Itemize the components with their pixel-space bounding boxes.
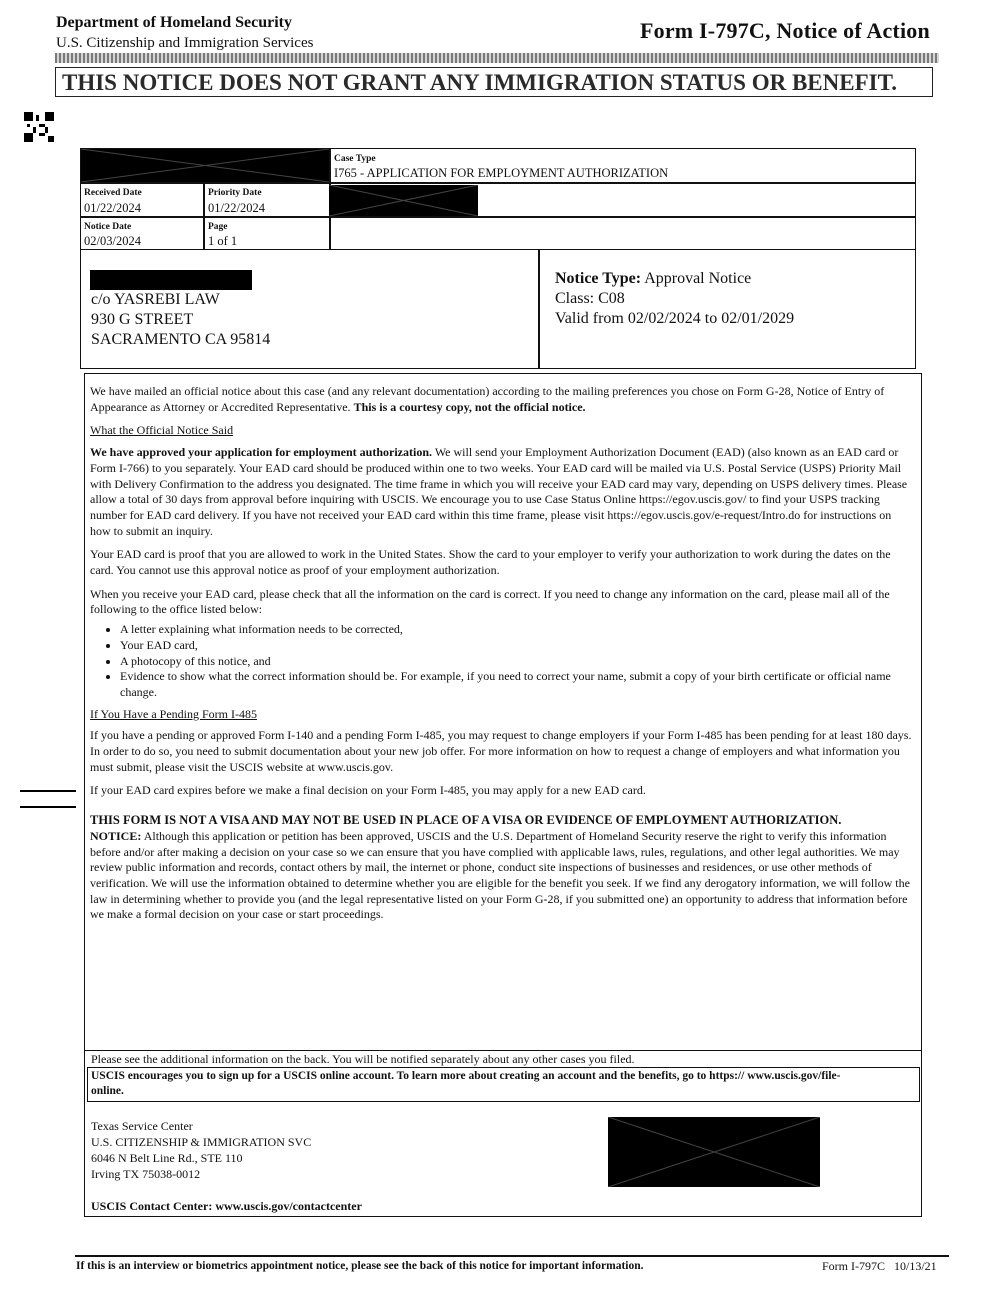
paragraph-ead-expires: If your EAD card expires before we make a final decision on your Form I-485, you may apply for a new EAD card.	[90, 783, 646, 798]
page-value: 1 of 1	[208, 234, 238, 248]
office-name: Texas Service Center	[91, 1119, 193, 1133]
paragraph-mailed-notice: We have mailed an official notice about this case (and any relevant documentation) according to the mailing preferences you chose on Form G-28, Notice of Entry of Appearance as Attorney or Accredited Representative. This is a courtesy copy, not the official notice.	[90, 384, 885, 414]
paragraph-not-a-visa: THIS FORM IS NOT A VISA AND MAY NOT BE USED IN PLACE OF A VISA OR EVIDENCE OF EMPLOYMENT AUTHORIZATION.	[90, 813, 842, 828]
address-line-1: c/o YASREBI LAW	[91, 291, 220, 308]
redacted-receipt-number	[81, 149, 329, 182]
redacted-name	[90, 270, 252, 290]
priority-date-value: 01/22/2024	[208, 201, 265, 215]
received-date-label: Received Date	[84, 188, 142, 198]
heading-official-notice: What the Official Notice Said	[90, 423, 234, 438]
list-item: • A photocopy of this notice, and	[120, 654, 912, 670]
received-date-value: 01/22/2024	[84, 201, 141, 215]
paragraph-approval: We have approved your application for employment authorization. We will send your Employment Authorization Document (EAD) (also known as an EAD card or Form I-766) to you separately. Your EAD card should be produced within one to two weeks. Your EAD card will be mailed via U.S. Postal Service (USPS) Priority Mail with Delivery Confirmation to the address you designated. The time frame in which you will receive your EAD card may vary, depending on USPS delivery times. Please allow a total of 30 days from approval before inquiring with USCIS. We encourage you to use Case Status Online https://egov.uscis.gov/ to find your USPS tracking number for EAD card delivery. If you have not received your EAD card within this time frame, please visit https://egov.uscis.gov/e-request/Intro.do for instructions on how to submit an inquiry.	[90, 445, 908, 538]
notice-valid-dates: Valid from 02/02/2024 to 02/01/2029	[555, 310, 795, 327]
address-line-2: 930 G STREET	[91, 311, 194, 328]
form-title: Form I-797C, Notice of Action	[640, 18, 930, 43]
footer-form-id: Form I-797C 10/13/21	[822, 1259, 937, 1273]
page-label: Page	[208, 222, 228, 232]
notice-date-label: Notice Date	[84, 222, 132, 232]
footer-note: If this is an interview or biometrics appointment notice, please see the back of this notice for important information.	[76, 1260, 644, 1272]
contact-center: USCIS Contact Center: www.uscis.gov/contactcenter	[91, 1199, 362, 1213]
notice-type-label: Notice Type:	[555, 270, 642, 287]
case-type-value: I765 - APPLICATION FOR EMPLOYMENT AUTHORIZATION	[334, 166, 669, 180]
office-agency: U.S. CITIZENSHIP & IMMIGRATION SVC	[91, 1135, 312, 1149]
notice-class: Class: C08	[555, 290, 625, 307]
notice-type	[555, 269, 751, 289]
heading-pending-i485: If You Have a Pending Form I-485	[90, 706, 257, 721]
list-item: • Evidence to show what the correct information should be. For example, if you need to correct your name, submit a copy of your birth certificate or official name change.	[120, 669, 912, 700]
paragraph-check-card: When you receive your EAD card, please check that all the information on the card is correct. If you need to change any information on the card, please mail all of the following to the office listed below:	[90, 586, 890, 617]
margin-mark	[20, 790, 76, 792]
list-item: • A letter explaining what information needs to be corrected,	[120, 622, 912, 638]
correction-list	[90, 622, 912, 701]
redacted-field	[329, 185, 478, 216]
department-name: Department of Homeland Security	[56, 14, 292, 31]
margin-mark	[20, 806, 76, 808]
priority-date-label: Priority Date	[208, 188, 262, 198]
office-street: 6046 N Belt Line Rd., STE 110	[91, 1151, 243, 1165]
agency-name: U.S. Citizenship and Immigration Services	[56, 35, 314, 51]
additional-info-note: Please see the additional information on the back. You will be notified separately about any other cases you filed.	[91, 1052, 635, 1066]
online-account-note: USCIS encourages you to sign up for a USCIS online account. To learn more about creating an account and the benefits, go to https:// www.uscis.gov/file-online.	[91, 1070, 841, 1097]
notice-type-value: Approval Notice	[644, 270, 752, 287]
status-banner: THIS NOTICE DOES NOT GRANT ANY IMMIGRATION STATUS OR BENEFIT.	[55, 67, 933, 97]
header-hatch-bar	[55, 53, 939, 63]
address-line-3: SACRAMENTO CA 95814	[91, 331, 271, 348]
office-city: Irving TX 75038-0012	[91, 1167, 201, 1181]
paragraph-verification-notice: NOTICE: Although this application or petition has been approved, USCIS and the U.S. Department of Homeland Security reserve the right to verify this information before and/or after making a decision on your case so we can ensure that you have complied with applicable laws, rules, regulations, and other legal authorities. We may review public information and records, contact others by mail, the internet or phone, conduct site inspections of businesses and residences, or use other methods of verification. We will use the information obtained to determine whether you are eligible for the benefit you seek. If we find any derogatory information, we will follow the law in determining whether to provide you (and the legal representative listed on your Form G-28, if you submitted one) an opportunity to address that information before we make a formal decision on your case or start proceedings.	[90, 828, 910, 922]
qr-code-icon	[24, 112, 54, 142]
notice-body	[90, 384, 912, 931]
paragraph-ead-proof: Your EAD card is proof that you are allowed to work in the United States. Show the card to your employer to verify your authorization to work during the dates on the card. You cannot use this approval notice as proof of your employment authorization.	[90, 547, 891, 578]
paragraph-change-employers: If you have a pending or approved Form I-140 and a pending Form I-485, you may request to change employers if your Form I-485 has been pending for at least 180 days. In order to do so, you need to submit documentation about your new job offer. For more information on how to request a change of employers and what information you must submit, please visit the USCIS website at www.uscis.gov.	[90, 728, 912, 774]
case-type-label: Case Type	[334, 154, 376, 164]
list-item: • Your EAD card,	[120, 638, 912, 654]
notice-date-value: 02/03/2024	[84, 234, 141, 248]
redacted-barcode	[608, 1117, 820, 1187]
